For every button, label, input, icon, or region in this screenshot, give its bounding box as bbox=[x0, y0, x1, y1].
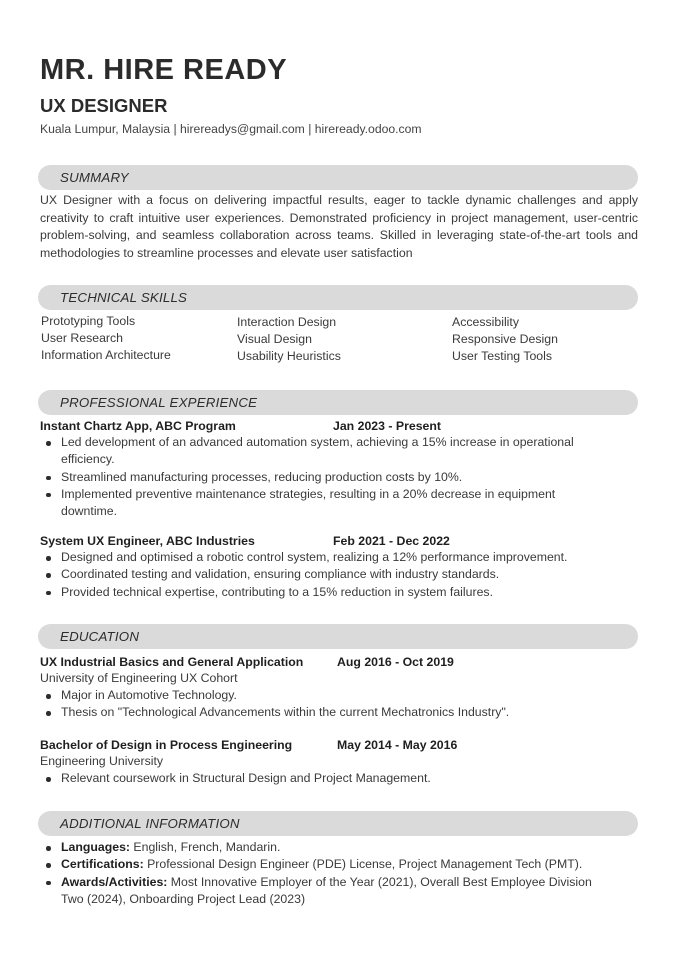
list-item bbox=[44, 856, 592, 873]
skills-column-1 bbox=[41, 313, 171, 364]
certifications-label: Certifications: bbox=[61, 857, 144, 872]
job-1-title: Instant Chartz App, ABC Program bbox=[40, 419, 236, 433]
summary-heading: SUMMARY bbox=[60, 170, 129, 185]
experience-section-header bbox=[38, 390, 638, 415]
education-1-dates: Aug 2016 - Oct 2019 bbox=[337, 655, 454, 669]
list-item: Major in Automotive Technology. bbox=[44, 687, 604, 704]
skill-item: Usability Heuristics bbox=[237, 349, 341, 363]
list-item: Led development of an advanced automation system, achieving a 15% increase in operational efficiency. bbox=[44, 434, 604, 469]
list-item: Provided technical expertise, contributing to a 15% reduction in system failures. bbox=[44, 584, 604, 601]
education-2-bullets bbox=[44, 770, 604, 787]
skill-item: Accessibility bbox=[452, 315, 519, 329]
skill-item: Interaction Design bbox=[237, 315, 337, 329]
list-item: Implemented preventive maintenance strategies, resulting in a 20% decrease in equipment downtime. bbox=[44, 486, 604, 521]
additional-heading: ADDITIONAL INFORMATION bbox=[60, 816, 240, 831]
certifications-text: Professional Design Engineer (PDE) License, Project Management Tech (PMT). bbox=[143, 857, 583, 872]
skill-item: Responsive Design bbox=[452, 332, 558, 346]
education-heading: EDUCATION bbox=[60, 629, 140, 644]
job-2-dates: Feb 2021 - Dec 2022 bbox=[333, 534, 450, 548]
education-1-degree: UX Industrial Basics and General Application bbox=[40, 655, 304, 669]
list-item: Coordinated testing and validation, ensuring compliance with industry standards. bbox=[44, 566, 604, 583]
awards-text: Most Innovative Employer of the Year (2021), Overall Best Employee Division Two (2024), Onboarding Project Lead (2023) bbox=[61, 874, 592, 906]
job-1-dates: Jan 2023 - Present bbox=[333, 419, 442, 433]
education-section-header bbox=[38, 624, 638, 649]
list-item: Relevant coursework in Structural Design and Project Management. bbox=[44, 770, 604, 787]
list-item bbox=[44, 839, 592, 856]
job-2-bullets bbox=[44, 549, 604, 601]
additional-section-header bbox=[38, 811, 638, 836]
skills-column-2 bbox=[237, 314, 341, 365]
skill-item: User Research bbox=[41, 331, 124, 345]
experience-heading: PROFESSIONAL EXPERIENCE bbox=[60, 395, 258, 410]
summary-text: UX Designer with a focus on delivering impactful results, eager to tackle dynamic challenges and apply creativity to craft intuitive user experiences. Demonstrated proficiency in project management, user-centric problem-solving, and seamless collaboration across teams. Skilled in leveraging state-of-the-art tools and methodologies to streamline processes and elevate user satisfaction bbox=[40, 193, 638, 260]
skill-item: Information Architecture bbox=[41, 348, 171, 362]
skill-item: Prototyping Tools bbox=[41, 314, 136, 328]
skills-heading: TECHNICAL SKILLS bbox=[60, 290, 188, 305]
education-2-school: Engineering University bbox=[40, 754, 164, 768]
education-2-degree: Bachelor of Design in Process Engineering bbox=[40, 738, 293, 752]
skill-item: Visual Design bbox=[237, 332, 312, 346]
education-1-school: University of Engineering UX Cohort bbox=[40, 671, 238, 685]
job-2-title: System UX Engineer, ABC Industries bbox=[40, 534, 255, 548]
list-item: Streamlined manufacturing processes, reducing production costs by 10%. bbox=[44, 469, 604, 486]
skills-section-header bbox=[38, 285, 638, 310]
summary-section-header bbox=[38, 165, 638, 190]
job-1-bullets bbox=[44, 434, 604, 520]
skills-column-3 bbox=[452, 314, 558, 365]
list-item: Thesis on "Technological Advancements within the current Mechatronics Industry". bbox=[44, 704, 604, 721]
additional-bullets bbox=[44, 839, 592, 908]
languages-label: Languages: bbox=[61, 840, 131, 854]
awards-label: Awards/Activities: bbox=[61, 874, 168, 889]
education-2-dates: May 2014 - May 2016 bbox=[337, 738, 458, 752]
list-item: Designed and optimised a robotic control system, realizing a 12% performance improvement. bbox=[44, 549, 604, 566]
job-title: UX DESIGNER bbox=[40, 95, 168, 116]
education-1-bullets bbox=[44, 687, 604, 722]
skill-item: User Testing Tools bbox=[452, 349, 553, 363]
contact-line: Kuala Lumpur, Malaysia | hirereadys@gmail.com | hireready.odoo.com bbox=[40, 122, 422, 136]
list-item bbox=[44, 874, 592, 909]
languages-text: English, French, Mandarin. bbox=[130, 840, 281, 854]
candidate-name: MR. HIRE READY bbox=[40, 54, 288, 86]
